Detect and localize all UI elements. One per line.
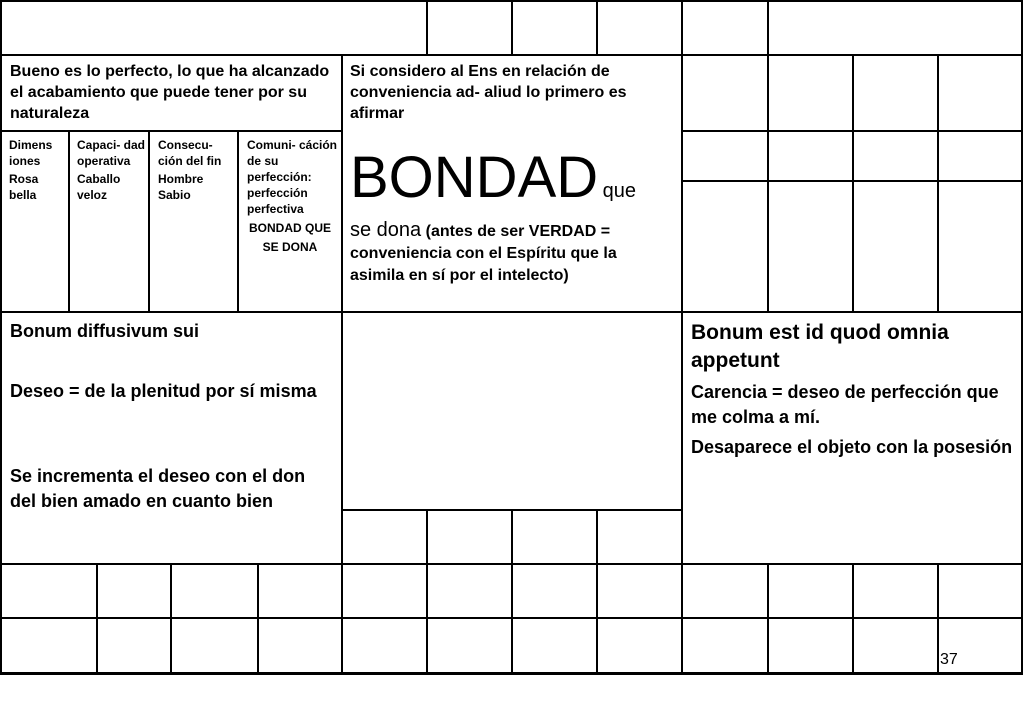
definition-text: Bueno es lo perfecto, lo que ha alcanzado el acabamiento que puede tener por su naturaleza: [10, 63, 330, 122]
vline-col-237: [237, 130, 239, 312]
column-heading: Dimens iones: [9, 138, 53, 168]
column-heading: Comuni- cáción de su perfección: perfección perfectiva: [247, 138, 338, 216]
center-intro: Si considero al Ens en relación de conveniencia ad- aliud lo primero es afirmar: [350, 63, 627, 122]
carencia-text: Carencia = deseo de perfección que me colma a mí.: [691, 382, 999, 427]
vline-top-596: [596, 0, 598, 55]
vline-937-mid: [937, 54, 939, 312]
vline-b-426: [426, 563, 428, 673]
vline-low-511: [511, 509, 513, 564]
vline-681: [681, 54, 683, 564]
column-heading: Capaci- dad operativa: [77, 138, 146, 168]
incrementa-deseo: Se incrementa el deseo con el don del bien amado en cuanto bien: [10, 466, 306, 511]
vline-852-mid: [852, 54, 854, 312]
bondad-word: BONDAD: [350, 145, 599, 210]
vline-767-mid: [767, 54, 769, 312]
column-value: Caballo veloz: [77, 172, 121, 202]
hline-312: [0, 311, 1023, 313]
column-value: BONDAD QUE SE DONA: [248, 221, 331, 254]
bondad-heading: [350, 145, 680, 211]
bonum-est-title: Bonum est id quod omnia appetunt: [691, 321, 949, 372]
vline-b-341: [341, 563, 343, 673]
frame-left: [0, 0, 2, 675]
vline-col-148: [148, 130, 150, 312]
vline-col-68: [68, 130, 70, 312]
desaparece-text: Desaparece el objeto con la posesión: [691, 437, 1013, 457]
vline-b-511: [511, 563, 513, 673]
column-consecucion: [158, 137, 236, 203]
vline-low-426: [426, 509, 428, 564]
column-dimensiones: [9, 137, 67, 203]
que-word: que: [602, 180, 636, 202]
vline-b-596: [596, 563, 598, 673]
column-capacidad: [77, 137, 145, 203]
vline-top-426: [426, 0, 428, 55]
se-dona-text: se dona: [350, 219, 422, 241]
column-heading: Consecu- ción del fin: [158, 138, 222, 168]
deseo-plenitud: Deseo = de la plenitud por sí misma: [10, 381, 317, 401]
paren-text: (antes de ser VERDAD = conveniencia con el Espíritu que la asimila en sí por el intelecto): [350, 223, 617, 284]
hline-131: [0, 130, 341, 132]
vline-341: [341, 54, 343, 564]
vline-b-170: [170, 563, 172, 673]
vline-b-681: [681, 563, 683, 673]
bonum-diffusivum: Bonum diffusivum sui: [10, 321, 199, 341]
vline-top-681: [681, 0, 683, 55]
vline-b-96: [96, 563, 98, 673]
vline-low-596: [596, 509, 598, 564]
vline-top-511: [511, 0, 513, 55]
vline-b-767: [767, 563, 769, 673]
vline-b-937: [937, 563, 939, 673]
column-value: Hombre Sabio: [158, 172, 204, 202]
vline-b-852: [852, 563, 854, 673]
column-value: Rosa bella: [9, 172, 39, 202]
page-number: 37: [940, 651, 958, 668]
se-dona-block: [350, 219, 675, 287]
vline-b-257: [257, 563, 259, 673]
vline-top-767: [767, 0, 769, 55]
column-comunicacion: [247, 137, 337, 257]
